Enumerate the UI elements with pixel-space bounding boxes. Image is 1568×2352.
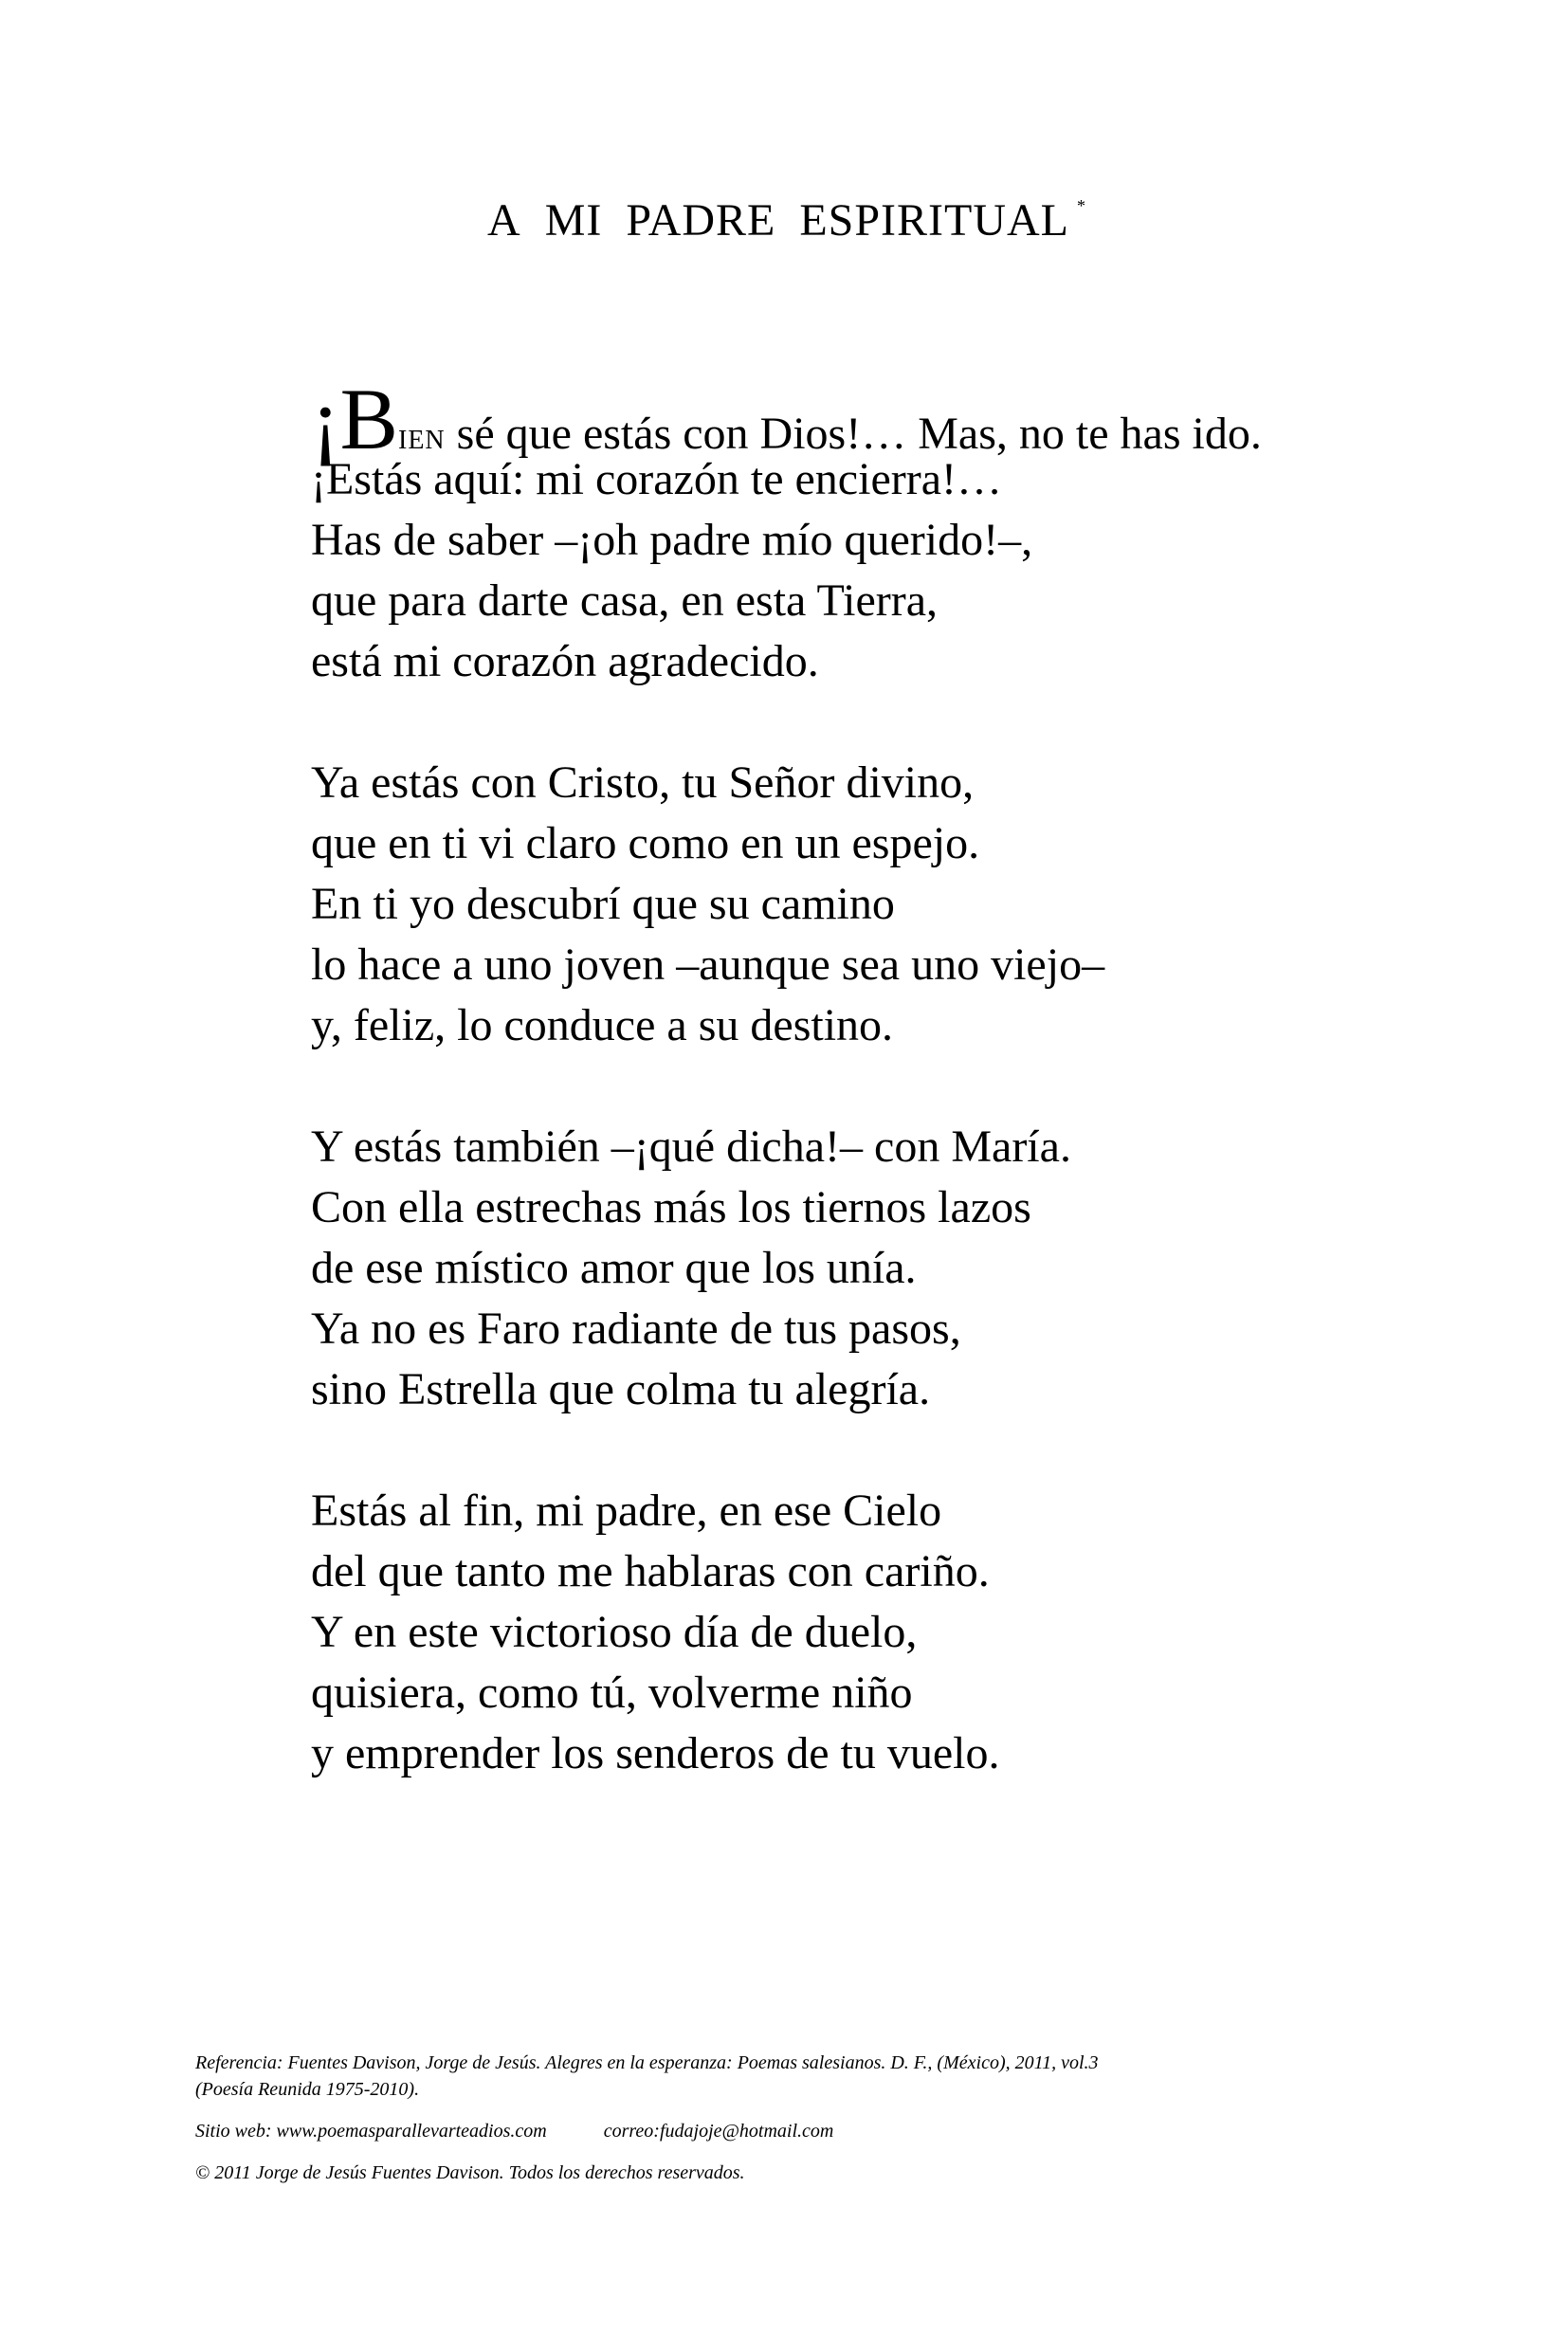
poem-body: [311, 371, 1401, 1845]
poem-line: Ya no es Faro radiante de tus pasos,: [311, 1304, 961, 1354]
poem-line: y emprender los senderos de tu vuelo.: [311, 1728, 1000, 1778]
contact-line: [195, 2118, 1390, 2144]
footer: [195, 2050, 1390, 2186]
poem-line: del que tanto me hablaras con cariño.: [311, 1546, 990, 1596]
poem-line: lo hace a uno joven –aunque sea uno viejo–: [311, 939, 1105, 990]
poem-line: Estás al fin, mi padre, en ese Cielo: [311, 1486, 942, 1536]
title-word: A: [487, 195, 521, 246]
stanza-2: [311, 753, 1401, 1056]
title-word: ESPIRITUAL: [799, 195, 1069, 246]
poem-line: que en ti vi claro como en un espejo.: [311, 818, 980, 868]
reference-line: (Poesía Reunida 1975-2010).: [195, 2079, 420, 2100]
poem-line: de ese místico amor que los unía.: [311, 1243, 917, 1293]
title-word: PADRE: [626, 195, 776, 246]
stanza-1: [311, 371, 1401, 692]
poem-title: [0, 194, 1568, 246]
stanza-3: [311, 1117, 1401, 1420]
poem-line: Y en este victorioso día de duelo,: [311, 1607, 918, 1657]
poem-line: y, feliz, lo conduce a su destino.: [311, 1000, 894, 1050]
title-word: MI: [544, 195, 603, 246]
reference-line: Referencia: Fuentes Davison, Jorge de Jesús. Alegres en la esperanza: Poemas salesianos. D. F., (México), 2011, vol.3: [195, 2052, 1099, 2073]
poem-line: ¡Estás aquí: mi corazón te encierra!…: [311, 454, 1002, 504]
poem-line: En ti yo descubrí que su camino: [311, 879, 895, 929]
first-line-rest: sé que estás con Dios!… Mas, no te has ido.: [445, 409, 1262, 459]
poem-line: Ya estás con Cristo, tu Señor divino,: [311, 757, 975, 808]
drop-cap: ¡B: [311, 371, 398, 467]
poem-line: Has de saber –¡oh padre mío querido!–,: [311, 515, 1033, 565]
poem-line: está mi corazón agradecido.: [311, 636, 819, 686]
stanza-4: [311, 1481, 1401, 1784]
poem-line: Y estás también –¡qué dicha!– con María.: [311, 1121, 1071, 1172]
poem-line: Con ella estrechas más los tiernos lazos: [311, 1182, 1031, 1232]
small-caps-text: IEN: [398, 426, 446, 455]
poem-line: que para darte casa, en esta Tierra,: [311, 575, 939, 626]
email-link[interactable]: correo:fudajoje@hotmail.com: [603, 2121, 834, 2142]
footnote-mark: *: [1076, 196, 1086, 215]
poem-line-first: [311, 371, 1401, 467]
copyright-notice: © 2011 Jorge de Jesús Fuentes Davison. Todos los derechos reservados.: [195, 2162, 745, 2183]
poem-line: quisiera, como tú, volverme niño: [311, 1668, 913, 1718]
website-link[interactable]: Sitio web: www.poemasparallevarteadios.com: [195, 2121, 547, 2142]
poem-line: sino Estrella que colma tu alegría.: [311, 1364, 931, 1414]
